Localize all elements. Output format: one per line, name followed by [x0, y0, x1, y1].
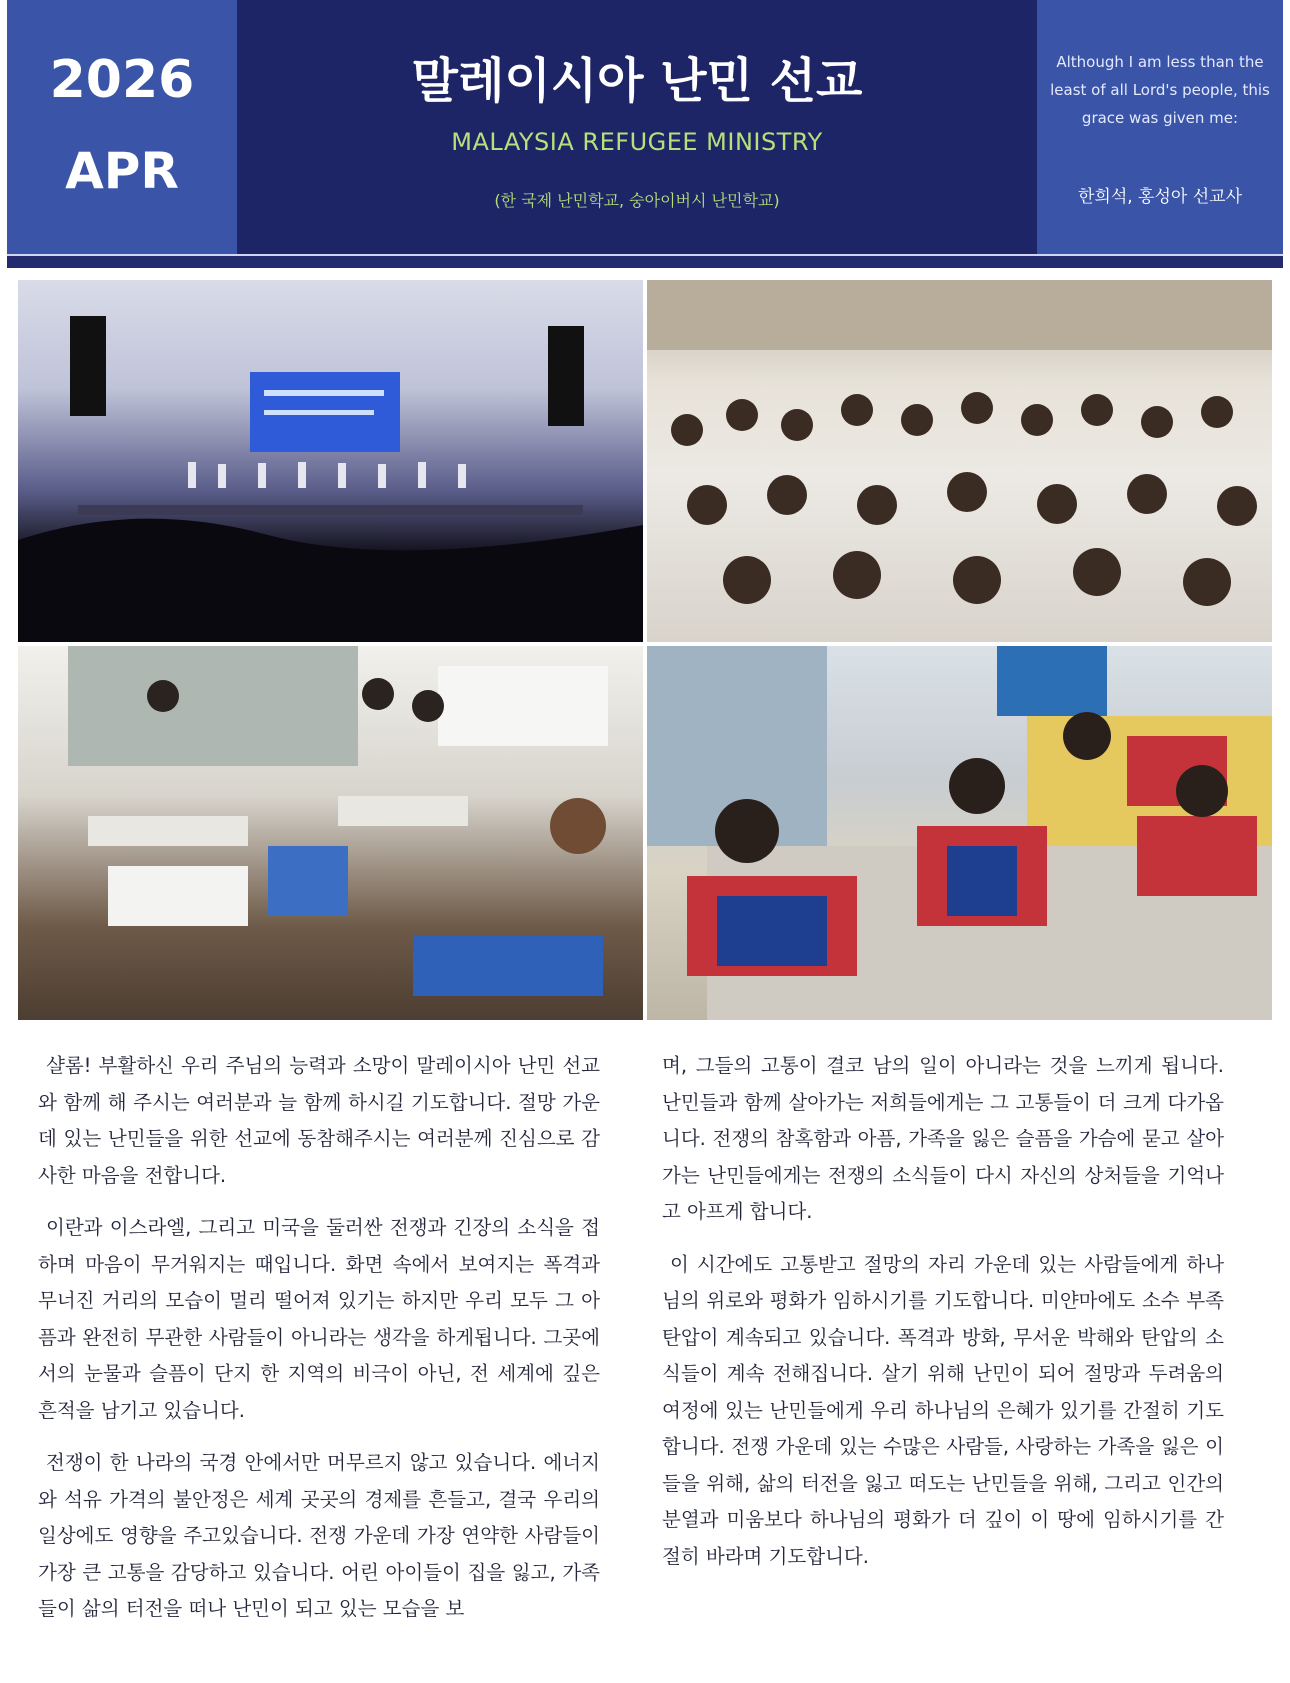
letter-paragraph: 샬롬! 부활하신 우리 주님의 능력과 소망이 말레이시아 난민 선교와 함께 해 주시는 여러분과 늘 함께 하시길 기도합니다. 절망 가운데 있는 난민들을 위한 선교에 동참해주시는 여러분께 진심으로 감사한 마음을 전합니다. [38, 1054, 600, 1187]
letter-paragraph: 전쟁이 한 나라의 국경 안에서만 머무르지 않고 있습니다. 에너지와 석유 가격의 불안정은 세계 곳곳의 경제를 흔들고, 결국 우리의 일상에도 영향을 주고있습니다. 전쟁 가운데 가장 연약한 사람들이 가장 큰 고통을 감당하고 있습니다. 어린 아이들이 집을 잃고, 가족들이 삶의 터전을 떠나 난민이 되고 있는 모습을 보 [38, 1451, 600, 1620]
newsletter-subtitle: MALAYSIA REFUGEE MINISTRY [451, 128, 823, 156]
worship-concert-photo [18, 280, 643, 642]
issue-year: 2026 [49, 50, 195, 110]
letter-column-right [662, 1048, 1224, 1591]
letter-column-left [38, 1048, 600, 1644]
schools-line: (한 국제 난민학교, 숭아이버시 난민학교) [494, 191, 780, 210]
photo-collage [18, 280, 1272, 1020]
bible-verse: Although I am less than the least of all Lord's people, this grace was given me: [1050, 53, 1270, 127]
verse-panel [1037, 0, 1283, 256]
newsletter-header [7, 0, 1283, 268]
students-group-photo [647, 280, 1272, 642]
date-panel [7, 0, 237, 256]
letter-paragraph: 이 시간에도 고통받고 절망의 자리 가운데 있는 사람들에게 하나님의 위로와 평화가 임하시기를 기도합니다. 미얀마에도 소수 부족 탄압이 계속되고 있습니다. 폭격과 방화, 무서운 박해와 탄압의 소식들이 계속 전해집니다. 살기 위해 난민이 되어 절망과 두려움의 여정에 있는 난민들에게 우리 하나님의 은혜가 있기를 간절히 기도합니다. 전쟁 가운데 있는 수많은 사람들, 사랑하는 가족을 잃은 이들을 위해, 삶의 터전을 잃고 떠도는 난민들을 위해, 그리고 인간의 분열과 미움보다 하나님의 평화가 더 깊이 이 땅에 임하시기를 간절히 바라며 기도합니다. [662, 1252, 1224, 1568]
header-divider [7, 254, 1283, 256]
letter-paragraph: 며, 그들의 고통이 결코 남의 일이 아니라는 것을 느끼게 됩니다. 난민들과 함께 살아가는 저희들에게는 그 고통들이 더 크게 다가옵니다. 전쟁의 참혹함과 아픔, 가족을 잃은 슬픔을 가슴에 묻고 살아가는 난민들에게는 전쟁의 소식들이 다시 자신의 상처들을 기억나고 아프게 합니다. [662, 1054, 1224, 1223]
issue-month: APR [65, 142, 179, 200]
newsletter-title: 말레이시아 난민 선교 [411, 53, 863, 109]
missionary-names: 한희석, 홍성아 선교사 [1077, 187, 1242, 207]
title-panel [237, 0, 1037, 256]
letter-paragraph: 이란과 이스라엘, 그리고 미국을 둘러싼 전쟁과 긴장의 소식을 접하며 마음이 무거워지는 때입니다. 화면 속에서 보여지는 폭격과 무너진 거리의 모습이 멀리 떨어져 있기는 하지만 우리 모두 그 아픔과 완전히 무관한 사람들이 아니라는 생각을 하게됩니다. 그곳에서의 눈물과 슬픔이 단지 한 지역의 비극이 아닌, 전 세계에 깊은 흔적을 남기고 있습니다. [38, 1216, 600, 1422]
classroom-photo [18, 646, 643, 1020]
students-at-desks-photo [647, 646, 1272, 1020]
